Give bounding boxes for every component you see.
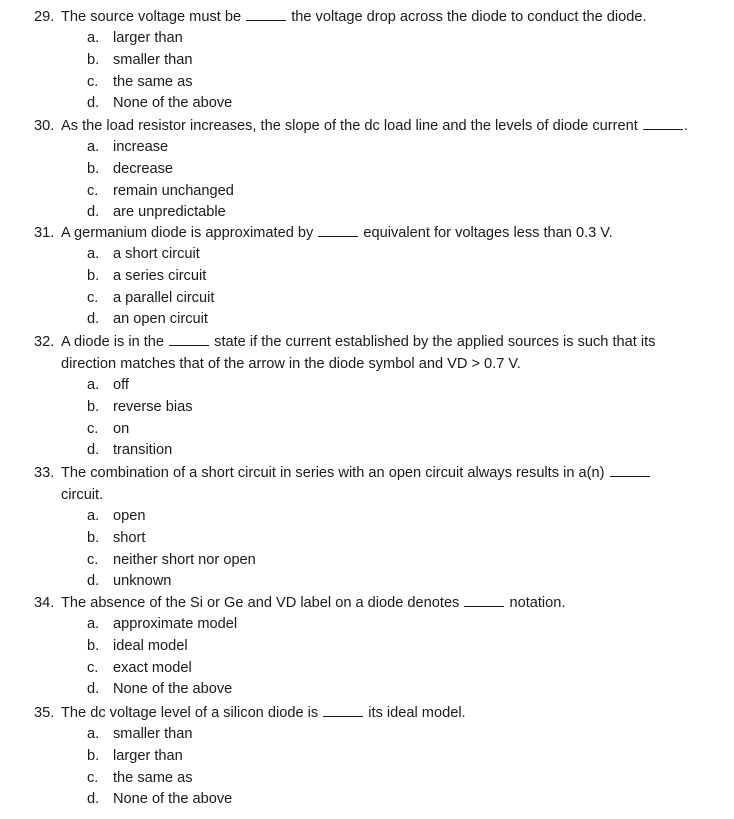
answer-blank (643, 117, 683, 130)
answer-option (34, 137, 714, 159)
question-32 (34, 331, 714, 462)
option-text: are unpredictable (113, 204, 226, 221)
question-text: its ideal model. (364, 705, 466, 721)
option-letter: a. (87, 726, 100, 742)
answer-option (34, 244, 714, 266)
question-30 (34, 115, 714, 224)
question-35 (34, 702, 714, 811)
answer-blank (610, 464, 650, 477)
answer-option (34, 419, 714, 441)
option-letter: a. (87, 616, 100, 632)
question-text: . (683, 118, 688, 134)
option-letter: a. (87, 508, 100, 524)
option-letter: d. (87, 573, 100, 590)
option-text: reverse bias (113, 398, 193, 415)
answer-option (34, 72, 714, 94)
question-number: 35. (34, 705, 55, 721)
answer-option (34, 288, 714, 310)
option-letter: c. (87, 182, 99, 199)
option-letter: a. (87, 139, 100, 155)
question-text: notation. (505, 595, 566, 611)
question-text-line (34, 484, 714, 506)
answer-blank (323, 704, 363, 717)
question-text-line (34, 462, 714, 484)
answer-option (34, 724, 714, 746)
option-letter: c. (87, 551, 99, 568)
answer-option (34, 309, 714, 331)
answer-blank (318, 224, 358, 237)
answer-option (34, 614, 714, 636)
option-text: a short circuit (113, 246, 200, 262)
question-text-line (34, 592, 714, 614)
option-text: smaller than (113, 726, 193, 742)
option-letter: b. (87, 747, 100, 764)
option-text: on (113, 420, 130, 437)
option-text: larger than (113, 30, 183, 46)
question-text: direction matches that of the arrow in the diode symbol and VD > 0.7 V. (61, 356, 521, 372)
option-letter: d. (87, 311, 100, 328)
option-text: None of the above (113, 681, 233, 698)
option-letter: c. (87, 769, 99, 786)
option-text: ideal model (113, 637, 188, 654)
option-letter: b. (87, 398, 100, 415)
question-text: The absence of the Si or Ge and VD label on a diode denotes (61, 595, 464, 611)
option-text: remain unchanged (113, 182, 234, 199)
answer-option (34, 679, 714, 701)
option-text: the same as (113, 769, 193, 786)
question-31 (34, 222, 714, 331)
option-text: an open circuit (113, 311, 208, 328)
option-letter: b. (87, 267, 100, 284)
answer-option (34, 528, 714, 550)
answer-option (34, 506, 714, 528)
answer-option (34, 397, 714, 419)
answer-option (34, 28, 714, 50)
question-text: The dc voltage level of a silicon diode is (61, 705, 323, 721)
option-text: exact model (113, 659, 192, 676)
question-text: equivalent for voltages less than 0.3 V. (359, 225, 613, 241)
option-letter: a. (87, 377, 100, 393)
option-letter: b. (87, 637, 100, 654)
option-letter: b. (87, 51, 100, 68)
question-number: 29. (34, 9, 55, 25)
option-letter: b. (87, 160, 100, 177)
question-text: The source voltage must be (61, 9, 246, 25)
question-text-line (34, 353, 714, 375)
option-text: the same as (113, 73, 193, 90)
answer-option (34, 440, 714, 462)
option-letter: d. (87, 442, 100, 459)
question-33 (34, 462, 714, 593)
answer-option (34, 93, 714, 115)
question-text: the voltage drop across the diode to conduct the diode. (287, 9, 647, 25)
option-text: neither short nor open (113, 551, 256, 568)
question-text-line (34, 222, 714, 244)
option-text: approximate model (113, 616, 238, 632)
question-text-line (34, 6, 714, 28)
option-letter: a. (87, 30, 100, 46)
question-text: circuit. (61, 487, 104, 503)
question-text: A diode is in the (61, 334, 169, 350)
answer-option (34, 768, 714, 790)
option-text: increase (113, 139, 169, 155)
answer-option (34, 746, 714, 768)
answer-option (34, 266, 714, 288)
option-text: unknown (113, 573, 172, 590)
option-letter: c. (87, 659, 99, 676)
answer-option (34, 375, 714, 397)
question-text-line (34, 331, 714, 353)
option-text: None of the above (113, 791, 233, 808)
question-number: 32. (34, 334, 55, 350)
option-text: decrease (113, 160, 174, 177)
question-text: The combination of a short circuit in series with an open circuit always results in a(n) (61, 465, 609, 481)
question-text-line (34, 702, 714, 724)
question-number: 30. (34, 118, 55, 134)
answer-option (34, 181, 714, 203)
option-text: open (113, 508, 146, 524)
answer-option (34, 202, 714, 224)
question-text: As the load resistor increases, the slope of the dc load line and the levels of diode current (61, 118, 642, 134)
question-text: state if the current established by the applied sources is such that its (210, 334, 656, 350)
option-text: None of the above (113, 95, 233, 112)
option-letter: d. (87, 204, 100, 221)
option-letter: d. (87, 791, 100, 808)
option-letter: c. (87, 420, 99, 437)
question-number: 31. (34, 225, 55, 241)
answer-option (34, 658, 714, 680)
answer-option (34, 550, 714, 572)
answer-blank (246, 8, 286, 21)
question-text-line (34, 115, 714, 137)
answer-option (34, 571, 714, 593)
answer-option (34, 636, 714, 658)
option-text: off (113, 377, 129, 393)
option-text: short (113, 529, 146, 546)
question-29 (34, 6, 714, 115)
question-34 (34, 592, 714, 701)
option-letter: d. (87, 681, 100, 698)
option-text: a parallel circuit (113, 289, 215, 306)
answer-option (34, 789, 714, 811)
question-number: 34. (34, 595, 55, 611)
option-text: larger than (113, 747, 183, 764)
answer-blank (464, 594, 504, 607)
question-text: A germanium diode is approximated by (61, 225, 318, 241)
option-letter: b. (87, 529, 100, 546)
answer-blank (169, 333, 209, 346)
option-text: transition (113, 442, 173, 459)
option-text: smaller than (113, 51, 193, 68)
option-letter: a. (87, 246, 100, 262)
option-letter: d. (87, 95, 100, 112)
question-number: 33. (34, 465, 55, 481)
answer-option (34, 159, 714, 181)
answer-option (34, 50, 714, 72)
option-text: a series circuit (113, 267, 207, 284)
option-letter: c. (87, 73, 99, 90)
option-letter: c. (87, 289, 99, 306)
